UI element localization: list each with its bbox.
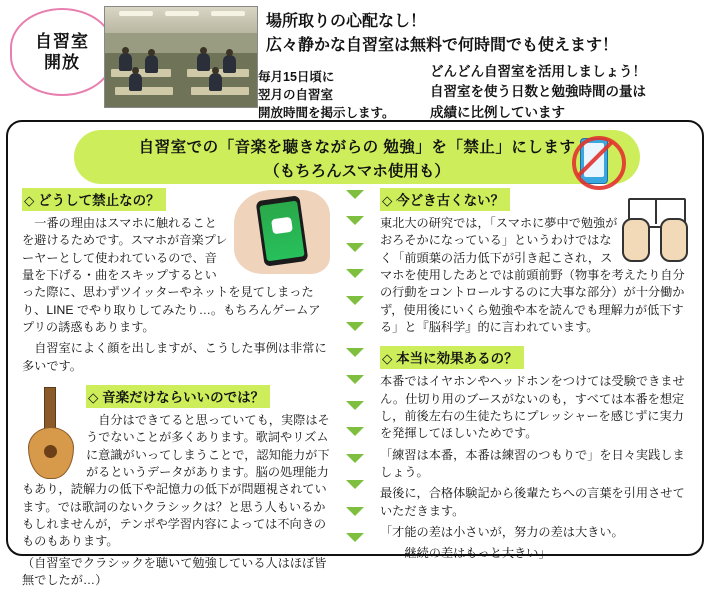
schedule-line-3: 開放時間を掲示します。 bbox=[258, 106, 395, 121]
schedule-line-2: 翌月の自習室 bbox=[258, 88, 334, 103]
photo-student bbox=[223, 55, 236, 73]
divider-triangle bbox=[346, 243, 364, 252]
hand-holding-smartphone-icon bbox=[234, 190, 330, 274]
divider-triangle bbox=[346, 190, 364, 199]
divider-triangle bbox=[346, 348, 364, 357]
encouragement-line-2: 自習室を使う日数と勉強時間の量は bbox=[430, 84, 646, 100]
section-music-only bbox=[22, 385, 330, 589]
header-schedule-note bbox=[258, 68, 395, 122]
header-headline bbox=[266, 10, 618, 58]
right-column bbox=[380, 188, 688, 573]
green-triangle-divider bbox=[345, 190, 365, 542]
section-quote-line-1: 「才能の差は小さいが，努力の差は大きい。 bbox=[380, 524, 624, 539]
photo-student bbox=[145, 55, 158, 73]
section-paragraph: 最後に，合格体験記から後輩たちへの言葉を引用させていただきます。 bbox=[380, 486, 685, 518]
muscle-arm-left bbox=[622, 218, 650, 262]
section-why-prohibited bbox=[22, 188, 330, 375]
headline-line-2: 広々静かな自習室は無料で何時間でも使えます！ bbox=[266, 37, 619, 54]
rule-banner-line-2: （もちろんスマホ使用も） bbox=[264, 163, 450, 180]
section-heading: ◇ 音楽だけならいいのでは？ bbox=[86, 385, 270, 408]
section-does-it-work bbox=[380, 346, 688, 562]
section-paragraph: 自習室によく顔を出しますが、こうした事例は非常に多いです。 bbox=[22, 341, 327, 373]
divider-triangle bbox=[346, 427, 364, 436]
ban-circle bbox=[572, 136, 626, 190]
divider-triangle bbox=[346, 401, 364, 410]
main-content-box bbox=[6, 120, 704, 587]
section-heading: ◇ 本当に効果あるの？ bbox=[380, 346, 524, 369]
badge-line-2: 開放 bbox=[44, 53, 80, 72]
headline-line-1: 場所取りの心配なし！ bbox=[266, 13, 427, 30]
muscle-arm-right bbox=[660, 218, 688, 262]
divider-triangle bbox=[346, 480, 364, 489]
divider-triangle bbox=[346, 533, 364, 542]
photo-lamp bbox=[119, 11, 153, 16]
photo-student bbox=[129, 73, 142, 91]
divider-triangle bbox=[346, 375, 364, 384]
photo-student bbox=[119, 53, 132, 71]
rule-banner bbox=[74, 130, 640, 184]
acoustic-guitar-icon bbox=[22, 387, 80, 479]
section-paragraph: 東北大の研究では，「スマホに夢中で勉強がおろそかになっている」というわけではなく「前頭葉の活力低下が引き起こされ，スマホを使用したあとでは前頭前野（物事を考えたり自分の行動をコントロールするのに大事な部分）が十分働かず，使用後にいくら勉強や本を読んでも理解力が低下する」と『脳科学』的に言われています。 bbox=[380, 216, 685, 334]
divider-triangle bbox=[346, 216, 364, 225]
photo-lamp bbox=[165, 11, 199, 16]
section-heading: ◇ 今どき古くない？ bbox=[380, 188, 510, 211]
left-column bbox=[22, 188, 330, 599]
divider-triangle bbox=[346, 269, 364, 278]
section-quote-line-2: 継続の差はもっと大きい」 bbox=[404, 546, 551, 561]
section-paragraph: 一番の理由はスマホに触れることを避けるためです。スマホが音楽プレーヤーとして使われているので、音量を下げる・曲をスキップするといった際に、思わずツイッターやネットを見てしまったり、LINE でやり取りしてみたり…。もちろんゲームアプリの誘惑もあります。 bbox=[22, 216, 321, 334]
photo-lamp bbox=[211, 11, 245, 16]
section-paragraph: 本番ではイヤホンやヘッドホンをつけては受験できません。仕切り用のブースがないのも，すべては本番を想定し，前後左右の生徒たちにプレッシャーを感じずに実力を発揮してほしいためです。 bbox=[380, 374, 685, 441]
photo-student bbox=[197, 53, 210, 71]
divider-triangle bbox=[346, 322, 364, 331]
guitar-sound-hole bbox=[44, 445, 57, 458]
section-paragraph: （自習室でクラシックを聴いて勉強している人はほぼ皆無でしたが…） bbox=[22, 555, 327, 587]
chat-bubble bbox=[271, 217, 293, 235]
self-study-room-badge bbox=[10, 8, 114, 96]
study-room-photo bbox=[104, 6, 258, 108]
no-smartphone-icon bbox=[566, 134, 624, 186]
divider-triangle bbox=[346, 507, 364, 516]
encouragement-line-1: どんどん自習室を活用しましょう！ bbox=[430, 64, 646, 79]
section-is-it-outdated bbox=[380, 188, 688, 336]
divider-triangle bbox=[346, 296, 364, 305]
rule-banner-line-1: 自習室での「音楽を聴きながらの 勉強」を「禁止」にします bbox=[138, 139, 576, 156]
book-with-muscle-arms-icon bbox=[622, 188, 688, 264]
photo-desk bbox=[115, 87, 173, 95]
header-encouragement bbox=[430, 62, 646, 123]
section-paragraph: 自分はできてると思っていても，実際はそうでないことが多くあります。歌詞やリズムに意識がいってしまうことで，認知能力が下がるというデータがあります。脳の処理能力もあり，読解力の低下や記憶力の低下が問題視されています。では歌詞のないクラシックは？と思う人もいるかもしれませんが，テンポや学習内容によっては不向きのものもあります。 bbox=[22, 412, 330, 549]
section-heading: ◇ どうして禁止なの？ bbox=[22, 188, 166, 211]
poster-header bbox=[0, 0, 710, 121]
divider-triangle bbox=[346, 454, 364, 463]
photo-student bbox=[209, 73, 222, 91]
badge-line-1: 自習室 bbox=[35, 31, 89, 51]
schedule-line-1: 毎月15日頃に bbox=[258, 70, 335, 84]
encouragement-line-3: 成績に比例しています bbox=[430, 104, 565, 120]
section-paragraph: 「練習は本番，本番は練習のつもりで」を日々実践しましょう。 bbox=[380, 447, 685, 479]
